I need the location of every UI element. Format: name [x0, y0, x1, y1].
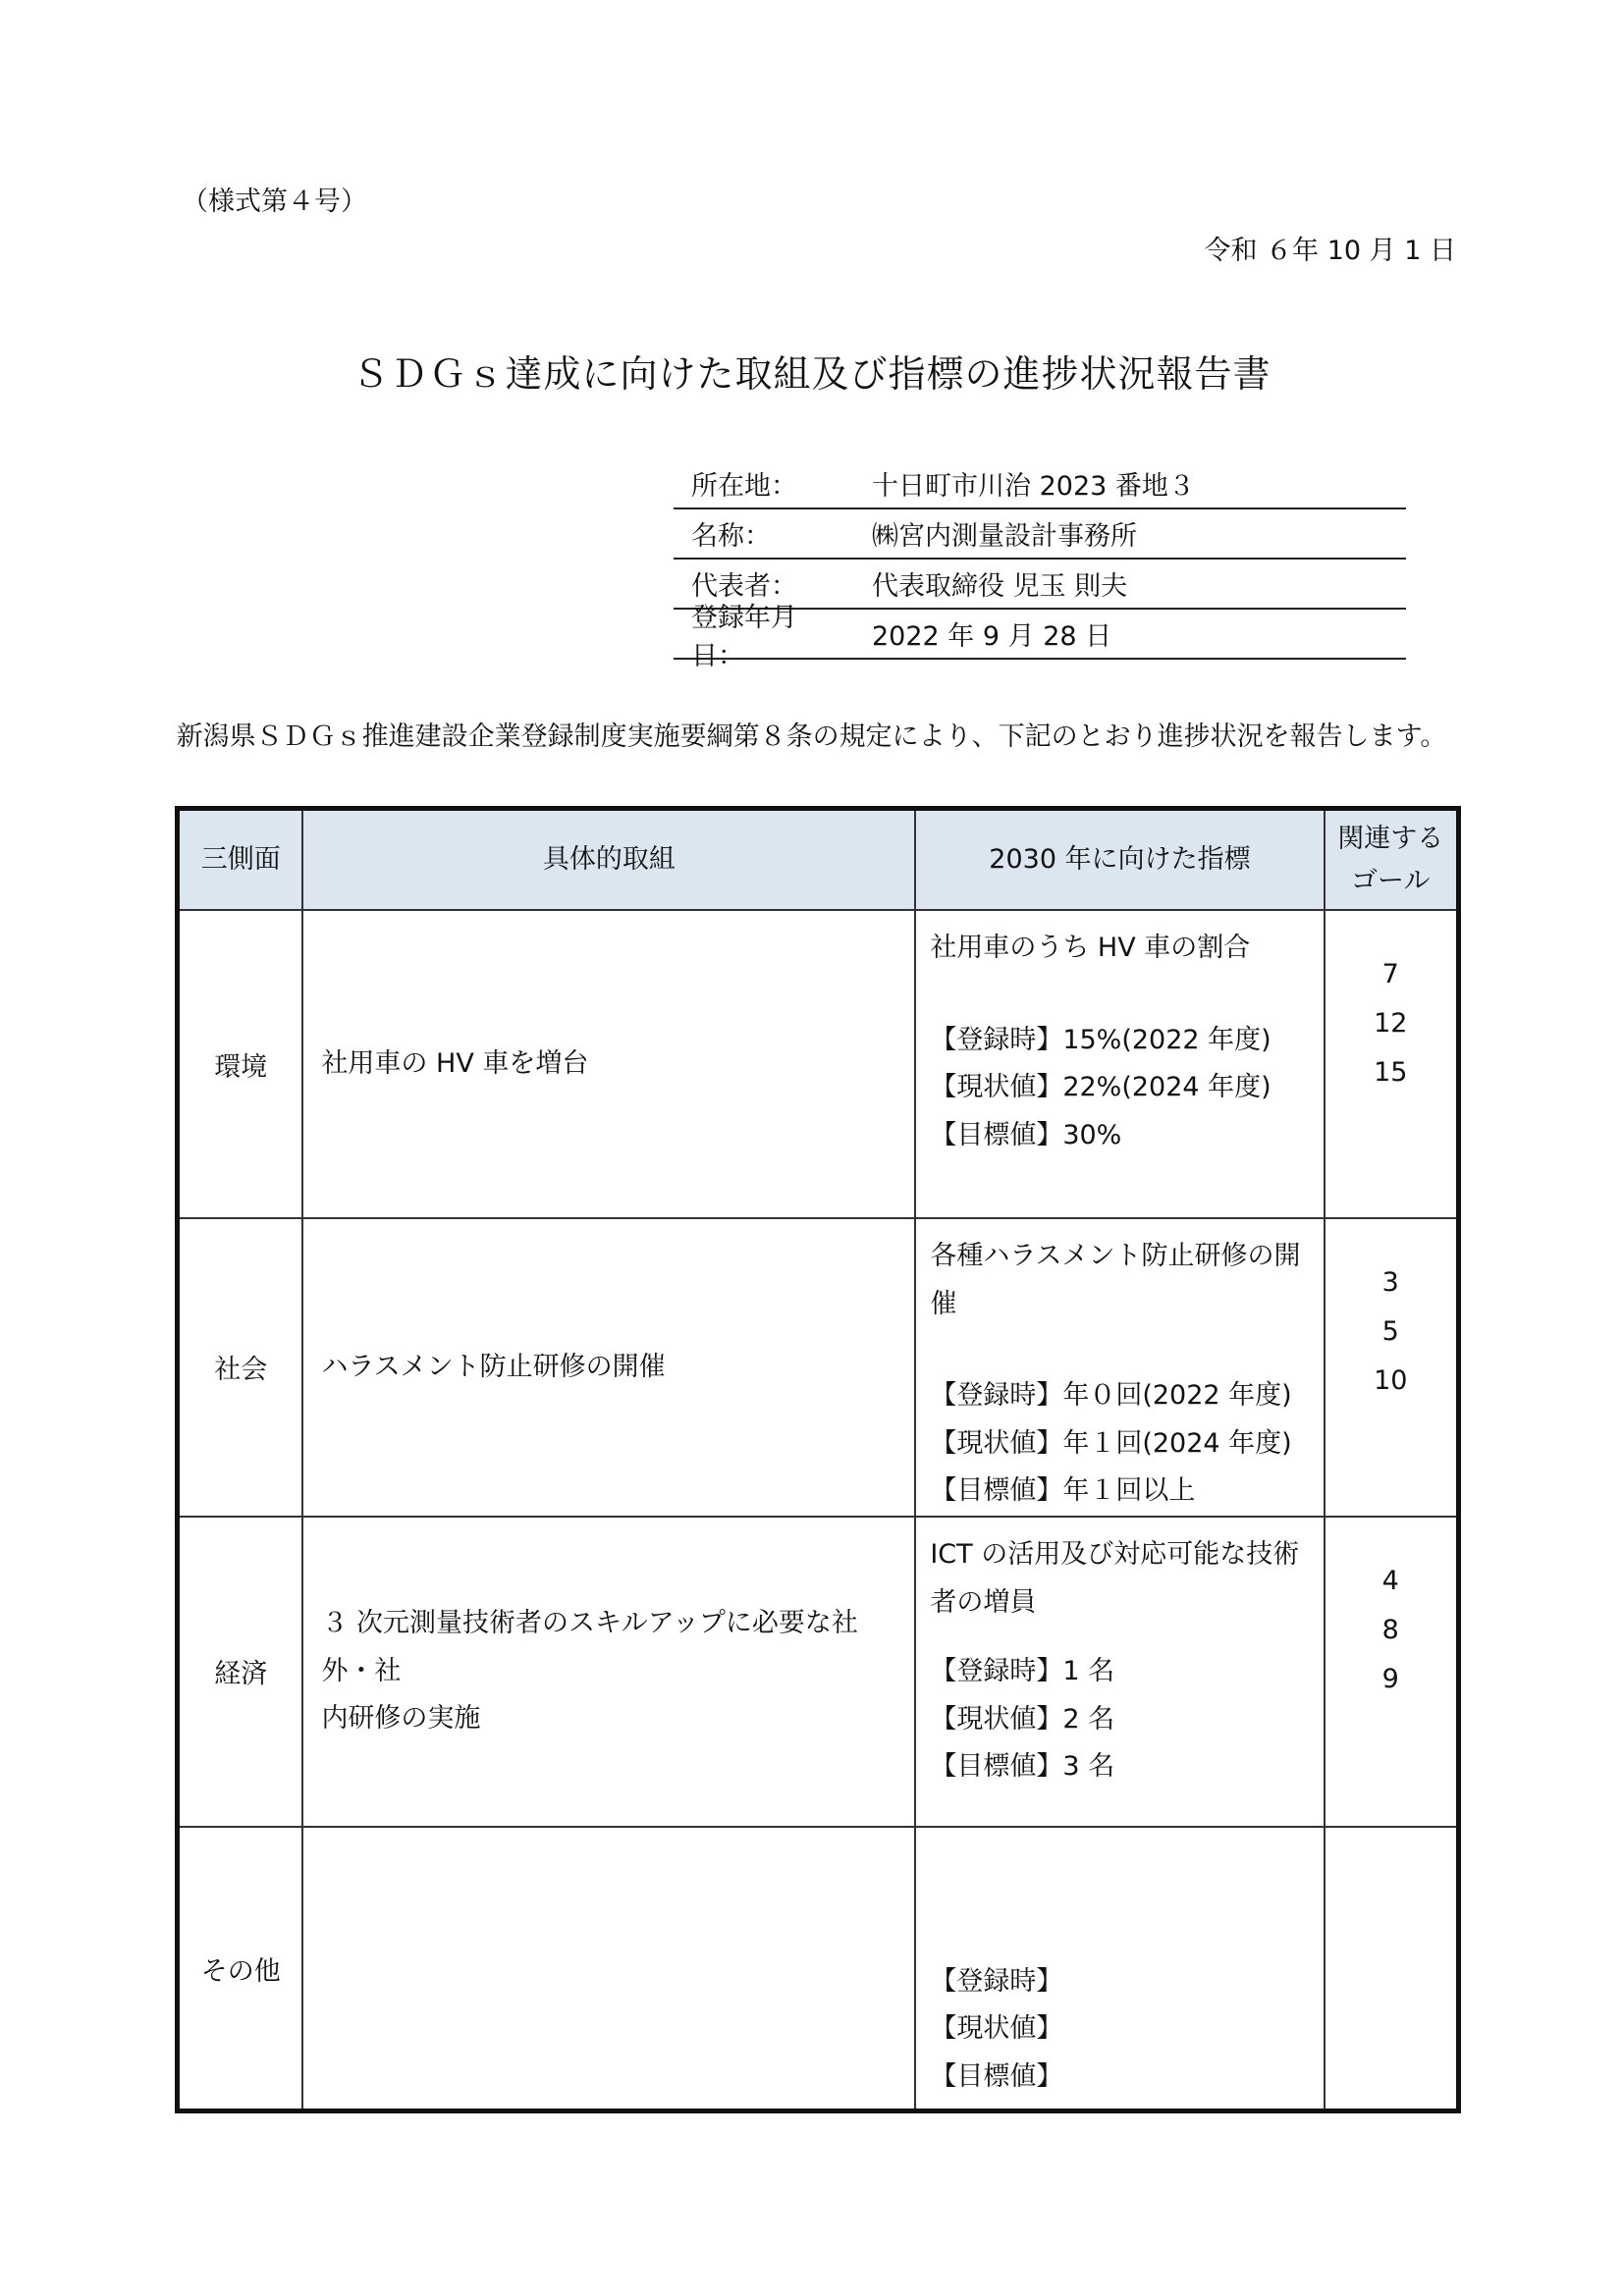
indicator-current: 【現状値】 [930, 2013, 1063, 2045]
initiative-line1: ハラスメント防止研修の開催 [321, 1351, 666, 1382]
initiative-cell [302, 1218, 915, 1517]
indicator-title-line2: 者の増員 [930, 1586, 1037, 1618]
initiative-cell [302, 1827, 915, 2111]
initiative-cell [302, 910, 915, 1218]
report-date: 令和 ６年 10 月 1 日 [1204, 236, 1456, 266]
goal-number: 15 [1374, 1056, 1408, 1088]
indicator-cell [915, 1517, 1324, 1827]
goal-number: 5 [1381, 1315, 1399, 1347]
indicator-registered: 【登録時】年０回(2022 年度) [930, 1380, 1292, 1412]
indicator-title [930, 925, 1311, 973]
initiative-cell [302, 1517, 915, 1827]
progress-table [175, 806, 1461, 2113]
goal-number: 4 [1381, 1565, 1399, 1596]
indicator-registered: 【登録時】15%(2022 年度) [930, 1024, 1271, 1055]
table-header-row [178, 809, 1459, 911]
aspect-cell: 環境 [178, 910, 303, 1218]
table-row [178, 1827, 1459, 2111]
aspect-cell: 経済 [178, 1517, 303, 1827]
initiative-line2: 内研修の実施 [321, 1703, 481, 1735]
registration-date-value: 2022 年 9 月 28 日 [872, 621, 1112, 652]
name-label: 名称： [691, 521, 771, 552]
indicator-current: 【現状値】22%(2024 年度) [930, 1072, 1271, 1103]
intro-text: 新潟県ＳＤＧｓ推進建設企業登録制度実施要綱第８条の規定により、下記のとおり進捗状況を報告します。 [176, 721, 1447, 752]
indicator-target: 【目標値】30% [930, 1119, 1122, 1150]
goal-number: 12 [1374, 1007, 1408, 1039]
representative-value: 代表取締役 児玉 則夫 [872, 571, 1128, 602]
header-indicator: 2030 年に向けた指標 [915, 809, 1324, 911]
indicator-cell [915, 910, 1324, 1218]
indicator-cell [915, 1218, 1324, 1517]
goal-number: 3 [1381, 1267, 1399, 1298]
indicator-title-line1: 各種ハラスメント防止研修の開催 [930, 1241, 1301, 1319]
indicator-target: 【目標値】 [930, 2060, 1063, 2092]
table-row [178, 1517, 1459, 1827]
initiative-line1: 社用車の HV 車を増台 [321, 1047, 589, 1079]
company-info-block [674, 459, 1406, 671]
indicator-registered: 【登録時】1 名 [930, 1656, 1115, 1687]
header-initiative: 具体的取組 [302, 809, 915, 911]
indicator-current: 【現状値】年１回(2024 年度) [930, 1427, 1292, 1459]
document-title: ＳＤＧｓ達成に向けた取組及び指標の進捗状況報告書 [352, 352, 1271, 396]
goals-cell [1325, 1827, 1459, 2111]
indicator-title [930, 1531, 1311, 1627]
goals-cell [1325, 1218, 1459, 1517]
aspect-cell: その他 [178, 1827, 303, 2111]
address-label: 所在地： [691, 471, 797, 502]
registration-date-label: 登録年月日： [691, 602, 797, 671]
goal-number: 7 [1381, 959, 1399, 989]
table-row [178, 910, 1459, 1218]
indicator-target: 【目標値】3 名 [930, 1751, 1115, 1783]
indicator-cell [915, 1827, 1324, 2111]
representative-label: 代表者： [691, 571, 797, 602]
goal-number: 9 [1381, 1663, 1399, 1694]
goal-number: 8 [1381, 1614, 1399, 1645]
header-goals-line1: 関連する [1337, 823, 1444, 854]
goal-number: 10 [1374, 1364, 1408, 1396]
indicator-title [930, 1233, 1311, 1328]
indicator-registered: 【登録時】 [930, 1965, 1063, 1997]
goals-cell [1325, 1517, 1459, 1827]
header-aspect: 三側面 [178, 809, 303, 911]
header-goals [1325, 809, 1459, 911]
name-value: ㈱宮内測量設計事務所 [872, 521, 1137, 552]
info-row-name [674, 509, 1406, 560]
goals-cell [1325, 910, 1459, 1218]
address-value: 十日町市川治 2023 番地３ [872, 471, 1195, 502]
indicator-target: 【目標値】年１回以上 [930, 1475, 1196, 1507]
initiative-line1: ３ 次元測量技術者のスキルアップに必要な社外・社 [321, 1608, 858, 1686]
aspect-cell: 社会 [178, 1218, 303, 1517]
indicator-current: 【現状値】2 名 [930, 1703, 1115, 1735]
form-number: （様式第４号） [182, 187, 367, 217]
info-row-registration-date [674, 602, 1406, 671]
table-row [178, 1218, 1459, 1517]
indicator-title-line1: 社用車のうち HV 車の割合 [930, 933, 1251, 963]
header-goals-line2: ゴール [1351, 866, 1431, 896]
indicator-title-line1: ICT の活用及び対応可能な技術 [930, 1538, 1300, 1570]
info-row-address [674, 459, 1406, 509]
